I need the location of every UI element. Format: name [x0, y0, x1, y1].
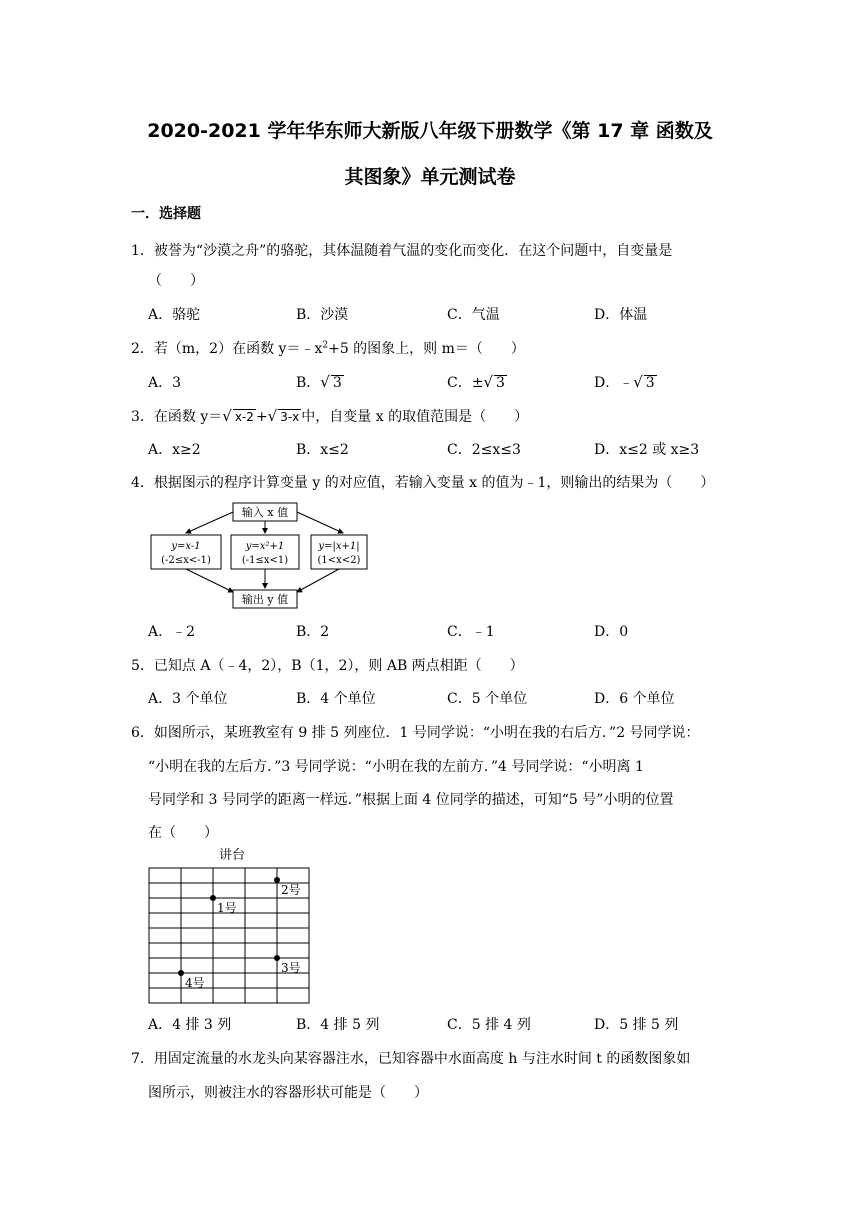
q1-option-b: B．沙漠	[296, 307, 349, 323]
question-1-bracket: （ ）	[148, 273, 204, 289]
q5-option-c: C．5 个单位	[447, 691, 528, 707]
question-1-text: 1．被誉为“沙漠之舟”的骆驼，其体温随着气温的变化而变化．在这个问题中，自变量是	[131, 243, 673, 259]
q2-option-d-radicand: 3	[645, 375, 655, 391]
flow-box-3-range: (1<x<2)	[317, 555, 361, 566]
document-title-line-1: 2020-2021 学年华东师大新版八年级下册数学《第 17 章 函数及	[147, 120, 713, 142]
q2-option-b-label: B．	[296, 375, 321, 391]
q3-plus: +	[255, 409, 268, 425]
seat-1-label: 1号	[217, 901, 237, 915]
q6-option-c: C．5 排 4 列	[447, 1017, 531, 1033]
q6-option-d: D．5 排 5 列	[594, 1017, 679, 1033]
q2-option-d-label: D．	[594, 375, 620, 391]
seat-3-label: 3号	[281, 961, 301, 975]
seat-2-label: 2号	[281, 883, 301, 897]
q3-radicand-2: 3-x	[280, 410, 300, 424]
q2-text-post: +5 的图象上，则 m＝（ ）	[328, 341, 525, 357]
flow-arrow	[297, 569, 339, 592]
flow-output-label: 输出 y 值	[241, 593, 289, 606]
question-4-text: 4．根据图示的程序计算变量 y 的对应值，若输入变量 x 的值为﹣1，则输出的结果为（ ）	[131, 475, 715, 491]
q1-option-a: A．骆驼	[148, 307, 201, 323]
q2-option-c	[447, 372, 507, 392]
question-6-line-1: 6．如图所示，某班教室有 9 排 5 列座位．1 号同学说：“小明在我的右后方．”2 号同学说：	[131, 725, 700, 741]
program-flowchart	[148, 500, 370, 610]
q3-text-post: 中，自变量 x 的取值范围是（ ）	[301, 409, 529, 425]
flow-box-1-formula: y=x-1	[171, 541, 201, 552]
seat-3-dot	[274, 955, 280, 961]
q3-text-pre: 3．在函数 y＝	[131, 409, 223, 425]
question-7-line-2: 图所示，则被注水的容器形状可能是（ ）	[148, 1085, 428, 1101]
q1-option-d: D．体温	[594, 307, 648, 323]
question-7-line-1: 7．用固定流量的水龙头向某容器注水，已知容器中水面高度 h 与注水时间 t 的函数图象如	[131, 1051, 691, 1067]
question-6-line-4: 在（ ）	[148, 825, 218, 841]
flow-arrow	[186, 569, 233, 592]
seat-1-dot	[210, 895, 216, 901]
flow-input-label: 输入 x 值	[241, 506, 289, 519]
q6-option-b: B．4 排 5 列	[296, 1017, 380, 1033]
question-5-text: 5．已知点 A（﹣4，2），B（1，2），则 AB 两点相距（ ）	[131, 658, 524, 674]
flow-arrow	[297, 512, 343, 533]
seat-2-dot	[274, 877, 280, 883]
flow-box-1-range: (-2≤x<-1)	[161, 555, 211, 566]
q3-option-d: D．x≤2 或 x≥3	[594, 442, 700, 458]
q2-option-c-radicand: 3	[496, 375, 505, 391]
flow-box-2-formula: y=x²+1	[245, 541, 285, 552]
question-2-text	[131, 338, 525, 358]
radical-sign-icon: √	[633, 373, 643, 391]
question-3-text	[131, 406, 528, 426]
q2-option-b	[296, 372, 344, 392]
seat-4-dot	[178, 970, 184, 976]
radical-sign-icon: √	[222, 407, 232, 425]
q2-option-d-sign: ﹣	[619, 375, 634, 391]
flow-box-3-formula: y=|x+1|	[318, 541, 360, 552]
q4-option-b: B．2	[296, 624, 330, 640]
document-title-line-2: 其图象》单元测试卷	[344, 166, 516, 188]
q3-option-a: A．x≥2	[148, 442, 201, 458]
q2-exponent: 2	[322, 340, 329, 351]
q6-option-a: A．4 排 3 列	[148, 1017, 232, 1033]
q4-option-c: C．﹣1	[447, 624, 495, 640]
q2-text-pre: 2．若（m，2）在函数 y＝﹣x	[131, 341, 323, 357]
podium-label: 讲台	[218, 848, 246, 863]
q3-option-b: B．x≤2	[296, 442, 349, 458]
q4-option-d: D．0	[594, 624, 629, 640]
q2-option-a: A．3	[148, 375, 182, 391]
flow-arrow	[186, 512, 233, 533]
q5-option-b: B．4 个单位	[296, 691, 376, 707]
q3-radicand-1: x-2	[234, 410, 254, 424]
radical-sign-icon: √	[267, 407, 278, 425]
q2-option-c-label: C．	[447, 375, 472, 391]
classroom-seat-grid	[148, 844, 316, 1006]
q2-option-d	[594, 372, 657, 392]
radical-sign-icon: √	[483, 373, 494, 391]
q1-option-c: C．气温	[447, 307, 500, 323]
q4-option-a: A．﹣2	[148, 624, 196, 640]
q5-option-d: D．6 个单位	[594, 691, 675, 707]
q2-option-c-sign: ±	[471, 375, 484, 391]
question-6-line-2: “小明在我的左后方．”3 号同学说：“小明在我的左前方．”4 号同学说：“小明离 1	[148, 759, 644, 775]
q5-option-a: A．3 个单位	[148, 691, 228, 707]
radical-sign-icon: √	[320, 373, 330, 391]
flow-box-2-range: (-1≤x<1)	[241, 555, 289, 566]
question-6-line-3: 号同学和 3 号同学的距离一样远．”根据上面 4 位同学的描述，可知“5 号”小明的位置	[148, 792, 674, 808]
q2-option-b-radicand: 3	[332, 375, 342, 391]
q3-option-c: C．2≤x≤3	[447, 442, 521, 458]
seat-4-label: 4号	[185, 976, 205, 990]
section-heading: 一．选择题	[131, 206, 201, 222]
